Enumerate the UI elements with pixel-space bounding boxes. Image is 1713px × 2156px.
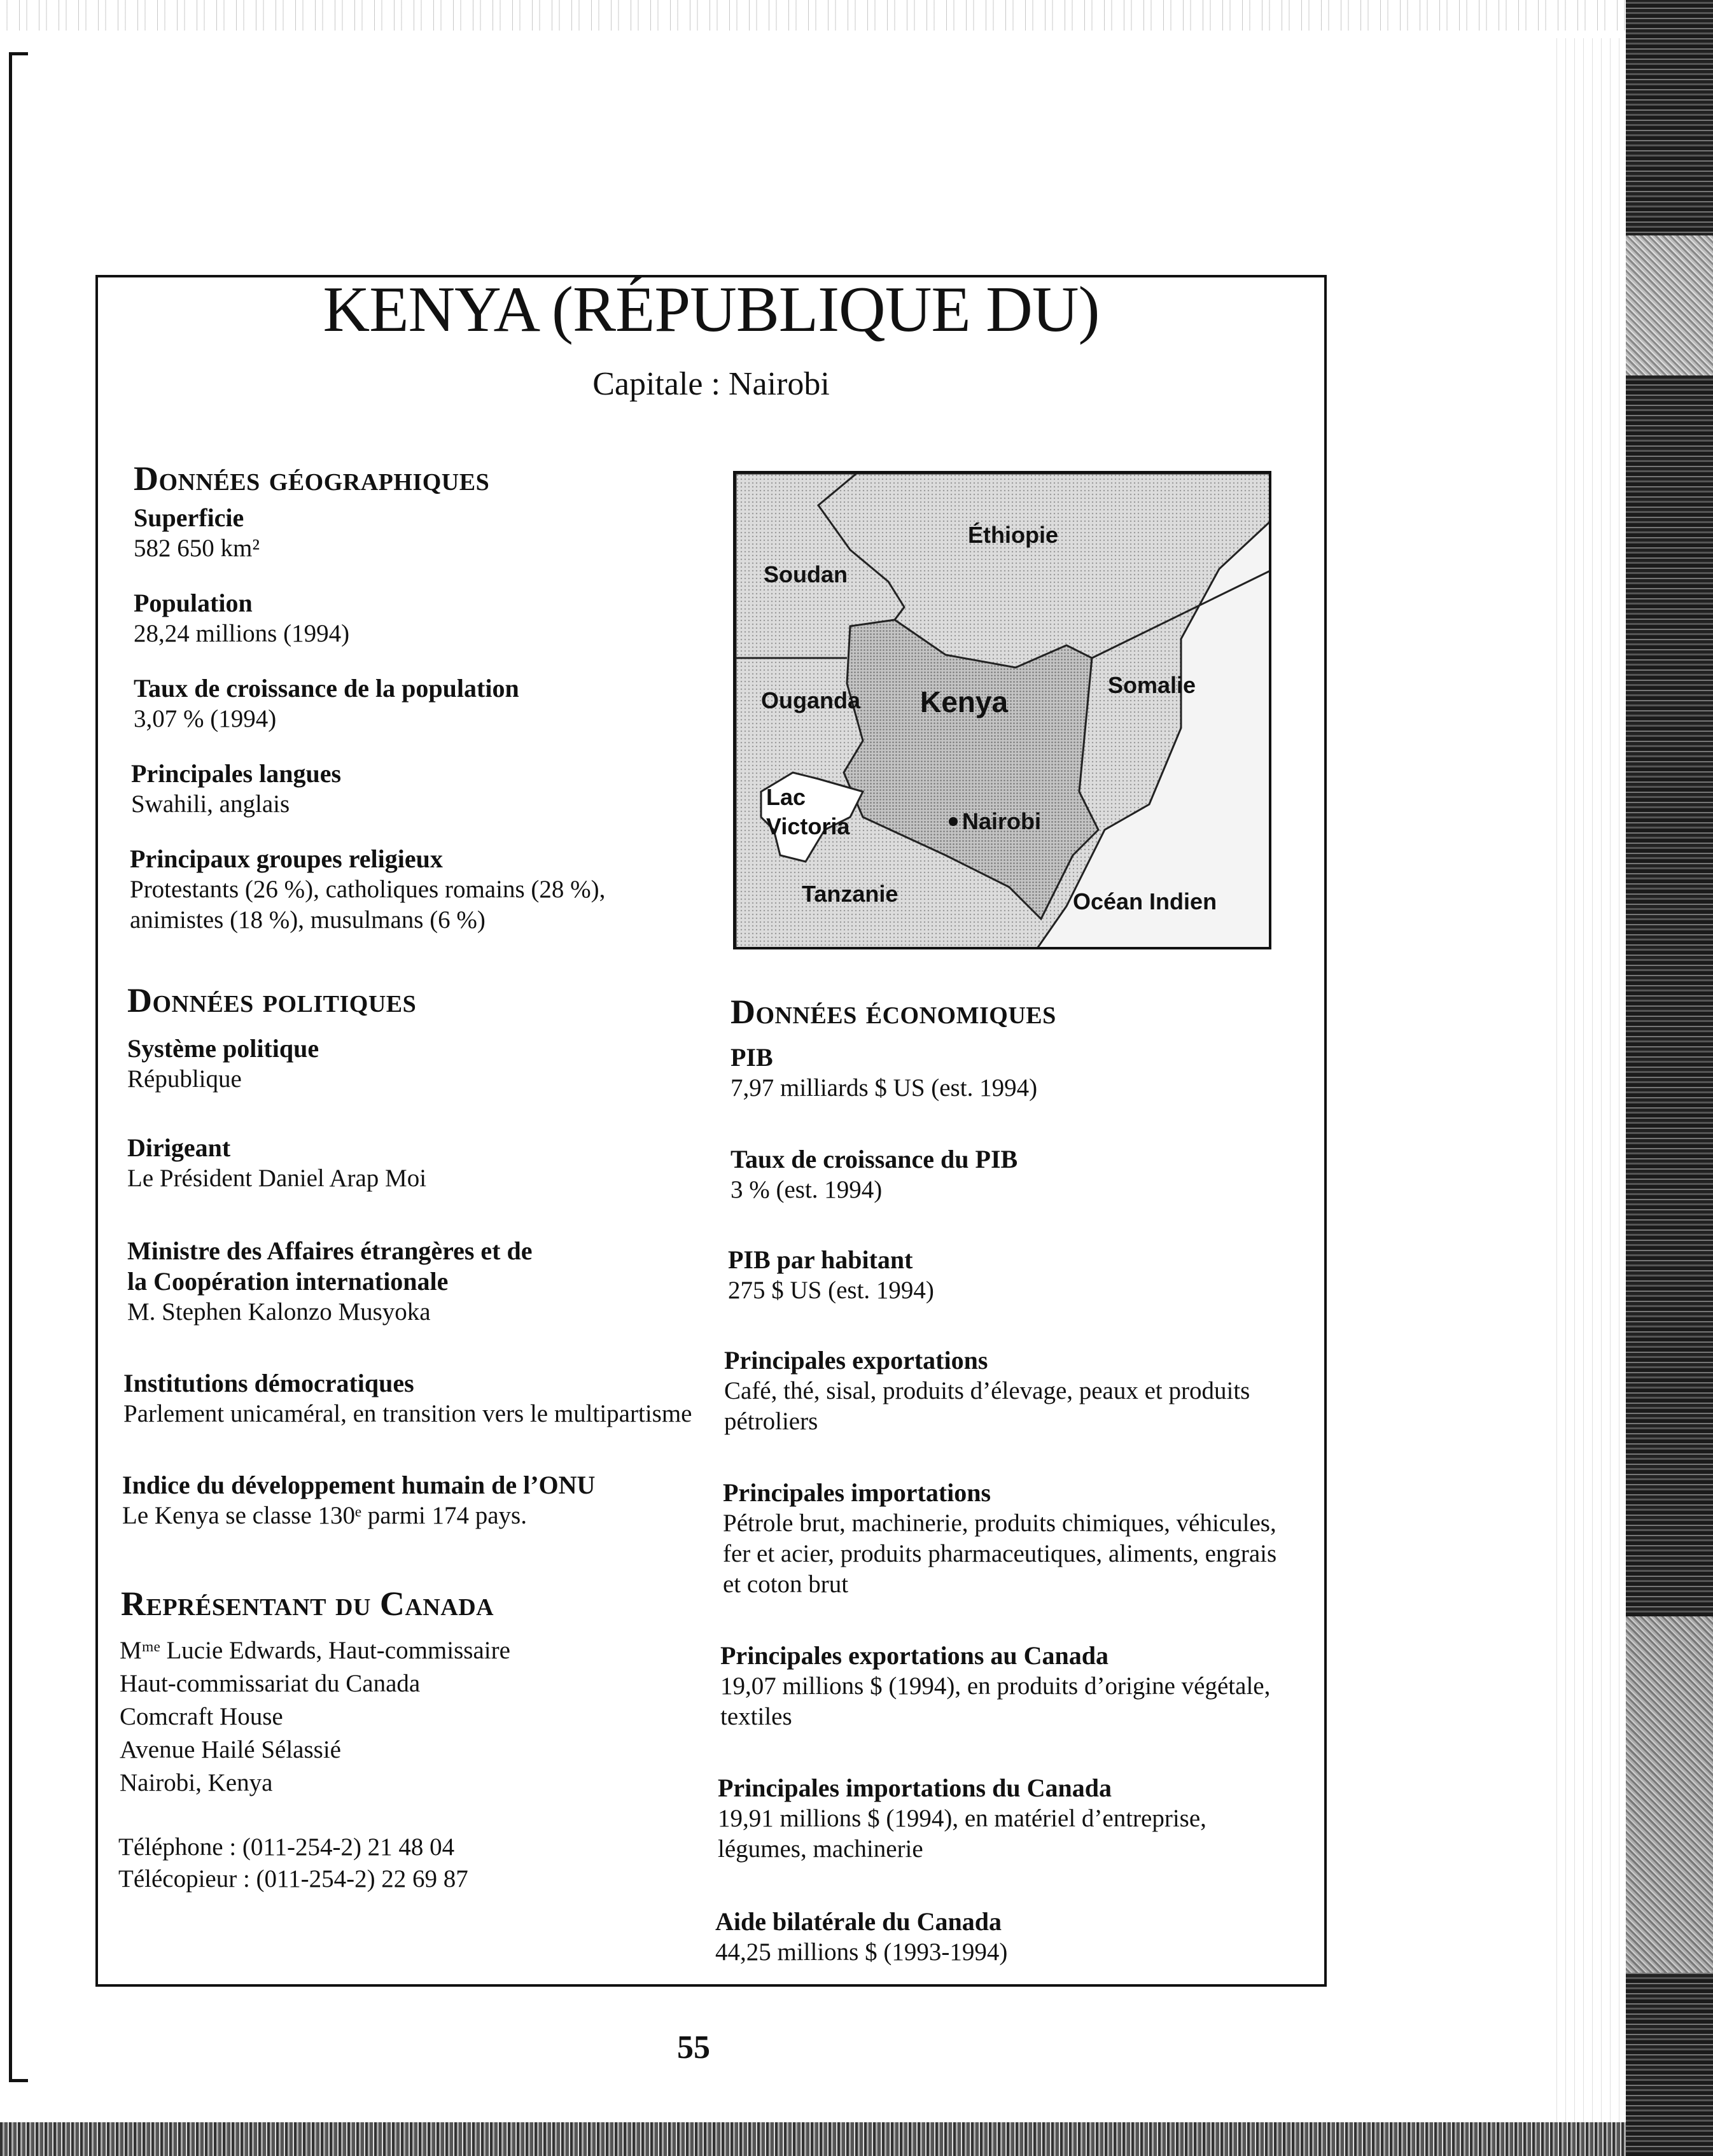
page-title: KENYA (RÉPUBLIQUE DU) bbox=[323, 274, 1100, 346]
geo-item bbox=[134, 588, 349, 649]
eco-value: textiles bbox=[720, 1703, 792, 1730]
eco-value: 19,91 millions $ (1994), en matériel d’entreprise, bbox=[718, 1805, 1206, 1832]
pol-value: Le Kenya se classe 130ᵉ parmi 174 pays. bbox=[122, 1502, 527, 1529]
eco-item bbox=[720, 1641, 1270, 1732]
eco-value: 19,07 millions $ (1994), en produits d’origine végétale, bbox=[720, 1672, 1271, 1700]
rep-line: Nairobi, Kenya bbox=[120, 1769, 273, 1796]
rep-phone: Téléphone : (011-254-2) 21 48 04 bbox=[118, 1833, 455, 1861]
geo-item bbox=[134, 503, 260, 564]
rep-line: Mᵐᵉ Lucie Edwards, Haut-commissaire bbox=[120, 1637, 510, 1664]
pol-item bbox=[127, 1133, 426, 1194]
geo-value: Swahili, anglais bbox=[131, 790, 290, 818]
label-ocean: Océan Indien bbox=[1073, 888, 1217, 914]
eco-item bbox=[715, 1907, 1007, 1968]
pol-label: Institutions démocratiques bbox=[123, 1369, 414, 1397]
page-bracket bbox=[9, 52, 28, 2082]
scan-artifact bbox=[1626, 1616, 1713, 1973]
geo-item bbox=[130, 844, 605, 935]
pol-label: Ministre des Affaires étrangères et de bbox=[127, 1236, 533, 1265]
rep-contact bbox=[118, 1831, 468, 1895]
geo-value: 3,07 % (1994) bbox=[134, 705, 277, 732]
geo-item bbox=[131, 759, 341, 820]
eco-label: PIB par habitant bbox=[728, 1245, 913, 1274]
rep-line: Comcraft House bbox=[120, 1703, 283, 1730]
rep-section bbox=[118, 1585, 694, 1893]
eco-value: 7,97 milliards $ US (est. 1994) bbox=[731, 1074, 1038, 1102]
scan-right-edge bbox=[1626, 0, 1713, 2156]
geo-heading: Données géographiques bbox=[134, 459, 490, 498]
capital-line: Capitale : Nairobi bbox=[592, 366, 830, 402]
eco-item bbox=[723, 1478, 1276, 1600]
pol-label: Dirigeant bbox=[127, 1133, 231, 1162]
scan-bottom-edge bbox=[0, 2122, 1626, 2156]
pol-label: Indice du développement humain de l’ONU bbox=[122, 1471, 596, 1499]
page-number: 55 bbox=[677, 2029, 710, 2066]
pol-item bbox=[123, 1368, 692, 1429]
scan-top-edge bbox=[0, 0, 1626, 31]
eco-value: fer et acier, produits pharmaceutiques, aliments, engrais bbox=[723, 1540, 1277, 1567]
eco-label: Principales importations bbox=[723, 1478, 991, 1507]
geo-section bbox=[130, 459, 706, 934]
eco-value: légumes, machinerie bbox=[718, 1835, 923, 1863]
geo-label: Principales langues bbox=[131, 759, 342, 788]
eco-item bbox=[724, 1345, 1250, 1437]
eco-value: Café, thé, sisal, produits d’élevage, peaux et produits bbox=[724, 1377, 1250, 1404]
geo-value: Protestants (26 %), catholiques romains (28 %), bbox=[130, 876, 606, 903]
label-ouganda: Ouganda bbox=[761, 687, 861, 713]
geo-label: Taux de croissance de la population bbox=[134, 674, 519, 703]
geo-label: Population bbox=[134, 589, 253, 617]
eco-value: 44,25 millions $ (1993-1994) bbox=[715, 1938, 1008, 1966]
label-soudan: Soudan bbox=[764, 561, 848, 587]
eco-heading: Données économiques bbox=[731, 993, 1056, 1031]
eco-value: 3 % (est. 1994) bbox=[731, 1176, 883, 1203]
label-tanzanie: Tanzanie bbox=[802, 881, 898, 907]
eco-section bbox=[715, 993, 1303, 1966]
label-victoria: Victoria bbox=[766, 813, 850, 839]
eco-value: 275 $ US (est. 1994) bbox=[728, 1277, 934, 1304]
pol-label: la Coopération internationale bbox=[127, 1267, 449, 1296]
eco-label: PIB bbox=[731, 1043, 773, 1072]
geo-value: animistes (18 %), musulmans (6 %) bbox=[130, 906, 486, 934]
eco-label: Principales exportations bbox=[724, 1346, 988, 1375]
rep-fax: Télécopieur : (011-254-2) 22 69 87 bbox=[118, 1865, 468, 1893]
label-ethiopie: Éthiopie bbox=[968, 522, 1058, 548]
label-somalie: Somalie bbox=[1108, 672, 1196, 698]
rep-address bbox=[120, 1634, 510, 1800]
rep-line: Haut-commissariat du Canada bbox=[120, 1670, 421, 1697]
pol-item bbox=[127, 1033, 319, 1095]
page-spine bbox=[1553, 38, 1626, 2125]
kenya-map bbox=[733, 471, 1271, 949]
geo-value: 582 650 km² bbox=[134, 535, 260, 562]
pol-section bbox=[122, 981, 700, 1529]
eco-label: Principales importations du Canada bbox=[718, 1774, 1112, 1802]
scan-artifact bbox=[1626, 235, 1713, 375]
eco-item bbox=[728, 1245, 934, 1306]
rep-heading: Représentant du Canada bbox=[121, 1585, 494, 1623]
eco-value: pétroliers bbox=[724, 1408, 818, 1435]
pol-heading: Données politiques bbox=[127, 981, 417, 1019]
pol-value: République bbox=[127, 1065, 242, 1093]
label-nairobi: Nairobi bbox=[962, 808, 1042, 834]
pol-item bbox=[122, 1470, 595, 1531]
eco-label: Aide bilatérale du Canada bbox=[715, 1907, 1002, 1936]
pol-value: M. Stephen Kalonzo Musyoka bbox=[127, 1298, 431, 1326]
eco-label: Taux de croissance du PIB bbox=[731, 1145, 1018, 1173]
label-lac: Lac bbox=[766, 784, 806, 810]
nairobi-dot bbox=[949, 817, 958, 826]
eco-value: et coton brut bbox=[723, 1571, 849, 1598]
geo-item bbox=[134, 673, 519, 734]
label-kenya: Kenya bbox=[920, 685, 1009, 718]
pol-item bbox=[127, 1236, 533, 1327]
geo-label: Principaux groupes religieux bbox=[130, 844, 443, 873]
pol-value: Parlement unicaméral, en transition vers le multipartisme bbox=[123, 1400, 692, 1427]
geo-value: 28,24 millions (1994) bbox=[134, 620, 350, 647]
eco-label: Principales exportations au Canada bbox=[720, 1641, 1109, 1670]
eco-item bbox=[731, 1042, 1037, 1103]
geo-label: Superficie bbox=[134, 503, 244, 532]
eco-item bbox=[718, 1773, 1206, 1865]
pol-label: Système politique bbox=[127, 1034, 319, 1063]
eco-value: Pétrole brut, machinerie, produits chimiques, véhicules, bbox=[723, 1509, 1276, 1537]
rep-line: Avenue Hailé Sélassié bbox=[120, 1736, 341, 1763]
pol-value: Le Président Daniel Arap Moi bbox=[127, 1165, 427, 1192]
eco-item bbox=[731, 1144, 1017, 1205]
